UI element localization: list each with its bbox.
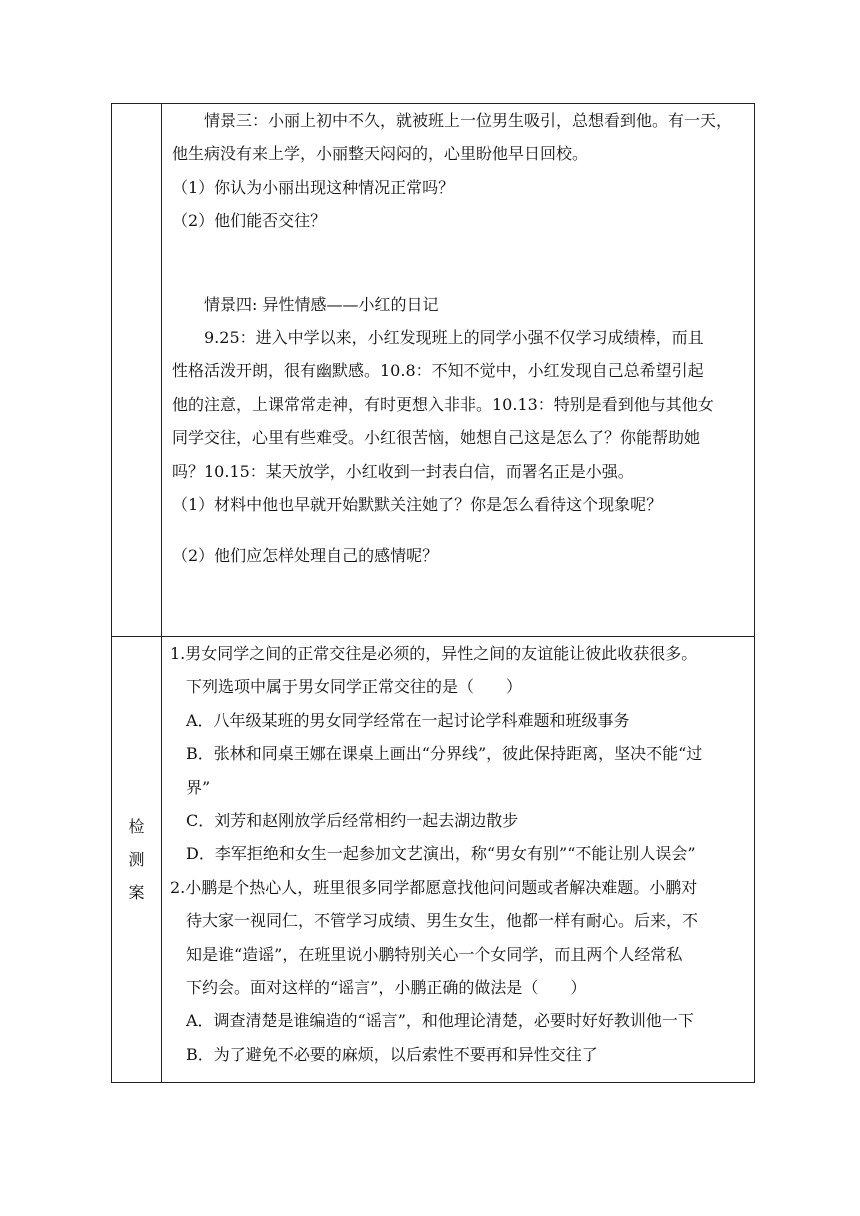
test-section-label: [112, 637, 162, 1083]
scenario3-title-line: 情景三：小丽上初中不久，就被班上一位男生吸引，总想看到他。有一天，: [204, 111, 733, 130]
answer-space: [172, 238, 748, 288]
scenario4-diary-line: 同学交往，心里有些难受。小红很苦恼，她想自己这是怎么了？你能帮助她: [172, 428, 701, 448]
question1-option-a: A．八年级某班的男女同学经常在一起讨论学科难题和班级事务: [186, 710, 630, 730]
question1-option-b-line2: 界”: [186, 777, 211, 797]
scenario3-question-2: （2）他们能否交往？: [172, 211, 327, 231]
question2-stem-line: 2.小鹏是个热心人，班里很多同学都愿意找他问问题或者解决难题。小鹏对: [170, 877, 698, 897]
scenario3-question-1: （1）你认为小丽出现这种情况正常吗？: [172, 177, 455, 197]
scenario4-diary-line: 9.25：进入中学以来，小红发现班上的同学小强不仅学习成绩棒，而且: [204, 328, 704, 348]
test-label-char: 测: [128, 850, 145, 869]
test-label-char: 检: [128, 817, 145, 836]
question1-stem-line2: 下列选项中属于男女同学正常交往的是（ ）: [186, 677, 523, 697]
scenario4-diary-line: 性格活泼开朗，很有幽默感。10.8：不知不觉中，小红发现自己总希望引起: [172, 361, 704, 381]
question1-option-b-line1: B．张林和同桌王娜在课桌上画出“分界线”，彼此保持距离，坚决不能“过: [186, 744, 703, 764]
question1-option-c: C．刘芳和赵刚放学后经常相约一起去湖边散步: [186, 811, 519, 831]
scenario-label-cell: [112, 104, 162, 637]
test-content-cell: [162, 637, 755, 1083]
question1-option-d: D．李军拒绝和女生一起参加文艺演出，称“男女有别”“不能让别人误会”: [186, 844, 696, 864]
scenario-content-cell: [162, 104, 755, 637]
scenario4-question-2: （2）他们应怎样处理自己的感情呢？: [172, 546, 439, 566]
answer-space: [172, 521, 748, 539]
scenario-row: [112, 104, 755, 637]
scenario4-question-1: （1）材料中他也早就开始默默关注她了？你是怎么看待这个现象呢？: [172, 495, 663, 515]
test-label-char: 案: [128, 883, 145, 902]
question2-stem-line: 待大家一视同仁，不管学习成绩、男生女生，他都一样有耐心。后来，不: [186, 911, 699, 931]
scenario4-diary-line: 他的注意，上课常常走神，有时更想入非非。10.13：特别是看到他与其他女: [172, 394, 714, 414]
question2-option-a: A．调查清楚是谁编造的“谣言”，和他理论清楚，必要时好好教训他一下: [186, 1011, 694, 1031]
scenario4-diary-line: 吗？10.15：某天放学，小红收到一封表白信，而署名正是小强。: [172, 461, 634, 481]
worksheet-table: [111, 103, 755, 1083]
question2-stem-line: 知是谁“造谣”，在班里说小鹏特别关心一个女同学，而且两个人经常私: [186, 944, 683, 964]
scenario3-line2: 他生病没有来上学，小丽整天闷闷的，心里盼他早日回校。: [172, 144, 589, 164]
test-row: [112, 637, 755, 1083]
scenario4-title: 情景四: 异性情感——小红的日记: [204, 294, 439, 314]
question1-stem-line1: 1.男女同学之间的正常交往是必须的，异性之间的友谊能让彼此收获很多。: [170, 644, 698, 663]
question2-option-b: B．为了避免不必要的麻烦，以后索性不要再和异性交往了: [186, 1044, 598, 1064]
question2-stem-line: 下约会。面对这样的“谣言”，小鹏正确的做法是（ ）: [186, 978, 587, 998]
